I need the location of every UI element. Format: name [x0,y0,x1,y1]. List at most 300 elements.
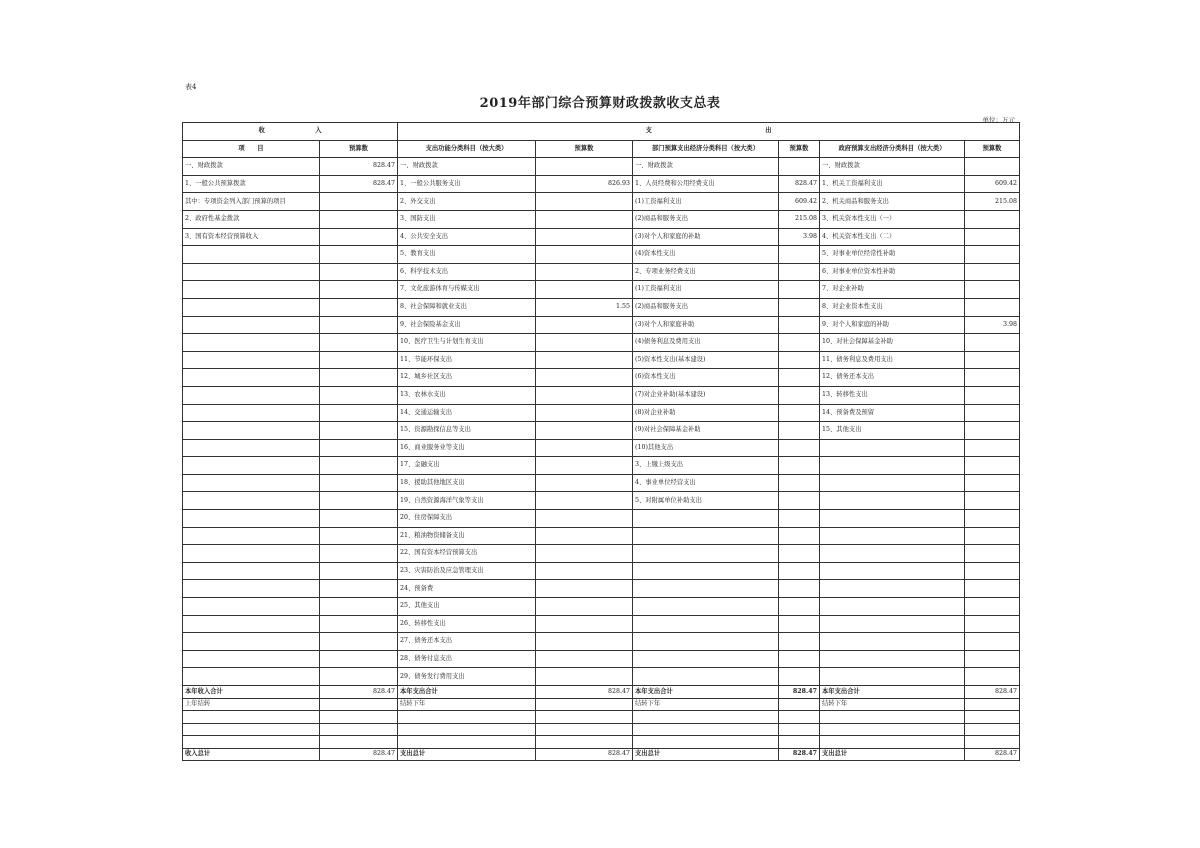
dept-item [633,510,779,528]
col-header-gov: 政府预算支出经济分类科目（按大类） [820,140,965,158]
gov-item: 11、债务利息及费用支出 [820,351,965,369]
income-item [183,246,320,264]
income-item: 一、财政拨款 [183,158,320,176]
dept-item [633,668,779,686]
income-budget: 828.47 [320,158,398,176]
income-budget [320,510,398,528]
gov-budget [965,210,1020,228]
func-item: 14、交通运输支出 [398,404,536,422]
income-budget [320,210,398,228]
table-row [183,334,1020,352]
gov-budget [965,298,1020,316]
table-row [183,562,1020,580]
func-item: 26、转移性支出 [398,615,536,633]
dept-budget: 609.42 [779,193,820,211]
income-item: 其中：专项资金列入部门预算的项目 [183,193,320,211]
dept-item: 一、财政拨款 [633,158,779,176]
income-budget [320,580,398,598]
income-item [183,334,320,352]
income-total-value: 828.47 [320,748,398,761]
income-item [183,281,320,299]
dept-budget [779,246,820,264]
gov-item [820,474,965,492]
table-row [183,351,1020,369]
dept-budget [779,422,820,440]
income-item [183,615,320,633]
income-budget [320,334,398,352]
dept-item: (1)工资福利支出 [633,193,779,211]
income-item [183,439,320,457]
dept-budget [779,545,820,563]
table-row [183,369,1020,387]
income-budget [320,598,398,616]
income-item [183,351,320,369]
dept-budget [779,369,820,387]
dept-budget [779,562,820,580]
income-budget [320,193,398,211]
table-row [183,439,1020,457]
func-item: 4、公共安全支出 [398,228,536,246]
func-budget [536,580,633,598]
func-budget [536,351,633,369]
func-budget [536,439,633,457]
dept-budget [779,334,820,352]
gov-budget [965,351,1020,369]
gov-item [820,492,965,510]
exp-total-value: 828.47 [536,748,633,761]
gov-item: 5、对事业单位经常性补助 [820,246,965,264]
gov-budget [965,404,1020,422]
dept-item [633,527,779,545]
income-total-label: 收入总计 [183,748,320,761]
dept-item [633,598,779,616]
func-item: 2、外交支出 [398,193,536,211]
func-item: 8、社会保障和就业支出 [398,298,536,316]
dept-budget [779,492,820,510]
func-budget [536,316,633,334]
gov-item: 3、机关资本性支出（一） [820,210,965,228]
func-item: 9、社会保险基金支出 [398,316,536,334]
gov-item: 15、其他支出 [820,422,965,440]
dept-item: (9)对社会保障基金补助 [633,422,779,440]
func-item: 15、资源勘探信息等支出 [398,422,536,440]
dept-item [633,615,779,633]
dept-budget [779,474,820,492]
dept-item: 4、事业单位经营支出 [633,474,779,492]
dept-item [633,580,779,598]
func-item: 25、其他支出 [398,598,536,616]
gov-budget [965,281,1020,299]
col-header-budget: 预算数 [779,140,820,158]
dept-budget [779,386,820,404]
func-budget [536,527,633,545]
func-budget [536,633,633,651]
gov-budget [965,562,1020,580]
dept-item: (10)其他支出 [633,439,779,457]
income-item [183,598,320,616]
table-row [183,545,1020,563]
gov-budget [965,598,1020,616]
table-row [183,228,1020,246]
income-budget [320,351,398,369]
gov-item: 7、对企业补助 [820,281,965,299]
year-income-label: 本年收入合计 [183,686,320,699]
income-budget [320,527,398,545]
dept-item [633,562,779,580]
table-row [183,175,1020,193]
table-row [183,474,1020,492]
table-row [183,210,1020,228]
gov-item [820,545,965,563]
table-row [183,386,1020,404]
income-budget [320,246,398,264]
func-budget: 826.93 [536,175,633,193]
func-budget [536,598,633,616]
exp-total-value: 828.47 [965,748,1020,761]
table-row [183,668,1020,686]
gov-budget: 215.08 [965,193,1020,211]
table-row [183,281,1020,299]
func-item: 6、科学技术支出 [398,263,536,281]
dept-item: (7)对企业补助(基本建设) [633,386,779,404]
func-item: 11、节能环保支出 [398,351,536,369]
dept-item: 2、专项业务经费支出 [633,263,779,281]
income-item [183,263,320,281]
func-item: 7、文化旅游体育与传媒支出 [398,281,536,299]
income-item [183,457,320,475]
dept-item: 3、上缴上级支出 [633,457,779,475]
func-item: 一、财政拨款 [398,158,536,176]
gov-budget [965,386,1020,404]
carry-out-label: 结转下年 [633,698,779,711]
income-item [183,386,320,404]
func-budget [536,457,633,475]
func-budget [536,562,633,580]
income-item [183,422,320,440]
func-item: 17、金融支出 [398,457,536,475]
func-budget [536,158,633,176]
income-budget [320,228,398,246]
func-budget [536,334,633,352]
gov-item: 6、对事业单位资本性补助 [820,263,965,281]
func-item: 5、教育支出 [398,246,536,264]
income-item [183,580,320,598]
table-row [183,298,1020,316]
dept-budget [779,598,820,616]
col-header-budget: 预算数 [965,140,1020,158]
gov-item: 2、机关商品和服务支出 [820,193,965,211]
income-item [183,474,320,492]
func-budget [536,510,633,528]
exp-total-label: 支出总计 [820,748,965,761]
gov-budget [965,668,1020,686]
dept-item: (3)对个人和家庭的补助 [633,228,779,246]
dept-item [633,650,779,668]
exp-total-value: 828.47 [779,748,820,761]
income-budget [320,422,398,440]
income-item [183,316,320,334]
gov-item [820,668,965,686]
gov-item: 8、对企业资本性支出 [820,298,965,316]
income-budget [320,668,398,686]
income-item [183,650,320,668]
income-header: 收 入 [183,123,398,141]
gov-item: 一、财政拨款 [820,158,965,176]
dept-budget [779,615,820,633]
gov-item: 10、对社会保障基金补助 [820,334,965,352]
func-item: 29、债务发行费用支出 [398,668,536,686]
page-title: 2019年部门综合预算财政拨款收支总表 [479,96,721,111]
func-budget [536,228,633,246]
dept-budget [779,158,820,176]
func-budget [536,615,633,633]
dept-item: (4)债务利息及费用支出 [633,334,779,352]
func-budget [536,545,633,563]
func-item: 19、自然资源海洋气象等支出 [398,492,536,510]
func-budget [536,246,633,264]
dept-budget [779,316,820,334]
dept-budget [779,668,820,686]
gov-item [820,598,965,616]
gov-item [820,457,965,475]
func-item: 13、农林水支出 [398,386,536,404]
dept-item: 1、人员经费和公用经费支出 [633,175,779,193]
dept-item: (5)资本性支出(基本建设) [633,351,779,369]
func-item: 12、城乡社区支出 [398,369,536,387]
col-header-func: 支出功能分类科目（按大类） [398,140,536,158]
func-item: 3、国防支出 [398,210,536,228]
year-exp-value: 828.47 [965,686,1020,699]
gov-item: 14、预备费及预留 [820,404,965,422]
func-budget [536,492,633,510]
income-item [183,404,320,422]
col-header-budget: 预算数 [320,140,398,158]
income-item [183,369,320,387]
income-budget [320,386,398,404]
table-row [183,650,1020,668]
gov-item [820,633,965,651]
dept-budget [779,510,820,528]
year-exp-label: 本年支出合计 [398,686,536,699]
gov-item [820,650,965,668]
budget-table [182,122,1020,761]
table-row [183,598,1020,616]
gov-budget [965,580,1020,598]
income-budget [320,281,398,299]
func-item: 1、一般公共服务支出 [398,175,536,193]
carry-in-label: 上年结转 [183,698,320,711]
table-row [183,633,1020,651]
func-item: 24、预备费 [398,580,536,598]
func-budget: 1.55 [536,298,633,316]
income-budget: 828.47 [320,175,398,193]
gov-budget [965,510,1020,528]
income-item [183,545,320,563]
exp-total-label: 支出总计 [633,748,779,761]
gov-budget [965,246,1020,264]
table-row [183,404,1020,422]
dept-budget [779,404,820,422]
gov-budget [965,369,1020,387]
gov-budget [965,422,1020,440]
table-row [183,193,1020,211]
income-item [183,633,320,651]
income-item [183,298,320,316]
income-budget [320,263,398,281]
gov-budget [965,334,1020,352]
dept-budget [779,580,820,598]
table-row [183,263,1020,281]
income-budget [320,404,398,422]
income-budget [320,615,398,633]
dept-budget [779,263,820,281]
func-budget [536,474,633,492]
year-exp-value: 828.47 [779,686,820,699]
col-header-dept: 部门预算支出经济分类科目（按大类） [633,140,779,158]
func-item: 22、国有资本经营预算支出 [398,545,536,563]
table-number: 表4 [185,83,197,91]
table-row [183,246,1020,264]
income-item: 3、国有资本经营预算收入 [183,228,320,246]
gov-item [820,527,965,545]
gov-budget [965,263,1020,281]
table-row [183,457,1020,475]
gov-item [820,510,965,528]
income-budget [320,457,398,475]
expense-header: 支 出 [398,123,1020,141]
dept-item: 5、对附属单位补助支出 [633,492,779,510]
gov-budget [965,545,1020,563]
gov-budget [965,527,1020,545]
table-row [183,580,1020,598]
func-budget [536,386,633,404]
gov-item: 13、转移性支出 [820,386,965,404]
year-exp-label: 本年支出合计 [820,686,965,699]
dept-item: (2)商品和服务支出 [633,210,779,228]
gov-budget [965,457,1020,475]
carry-out-label: 结转下年 [820,698,965,711]
gov-item: 9、对个人和家庭的补助 [820,316,965,334]
income-item [183,492,320,510]
dept-item: (6)资本性支出 [633,369,779,387]
dept-item: (4)资本性支出 [633,246,779,264]
dept-item [633,633,779,651]
dept-budget [779,457,820,475]
dept-budget: 828.47 [779,175,820,193]
dept-budget [779,527,820,545]
income-item [183,510,320,528]
func-item: 10、医疗卫生与计划生育支出 [398,334,536,352]
dept-budget: 215.08 [779,210,820,228]
income-budget [320,474,398,492]
dept-item: (3)对个人和家庭补助 [633,316,779,334]
func-item: 27、债务还本支出 [398,633,536,651]
dept-budget [779,351,820,369]
gov-budget: 3.98 [965,316,1020,334]
income-budget [320,369,398,387]
col-header-budget: 预算数 [536,140,633,158]
gov-budget [965,615,1020,633]
func-budget [536,263,633,281]
gov-budget [965,492,1020,510]
dept-budget [779,439,820,457]
unit-label: 单位：万元 [982,116,1015,124]
func-budget [536,210,633,228]
func-item: 18、援助其他地区支出 [398,474,536,492]
income-item [183,562,320,580]
gov-budget [965,158,1020,176]
gov-budget: 609.42 [965,175,1020,193]
func-budget [536,650,633,668]
exp-total-label: 支出总计 [398,748,536,761]
dept-item: (2)商品和服务支出 [633,298,779,316]
table-row [183,316,1020,334]
gov-item: 12、债务还本支出 [820,369,965,387]
year-income-value: 828.47 [320,686,398,699]
table-row [183,527,1020,545]
income-budget [320,633,398,651]
dept-budget [779,298,820,316]
gov-budget [965,228,1020,246]
income-item [183,668,320,686]
table-row [183,615,1020,633]
dept-budget [779,633,820,651]
func-budget [536,281,633,299]
table-row [183,510,1020,528]
gov-item: 1、机关工资福利支出 [820,175,965,193]
income-budget [320,545,398,563]
year-exp-value: 828.47 [536,686,633,699]
table-row [183,158,1020,176]
dept-budget: 3.98 [779,228,820,246]
table-row [183,492,1020,510]
income-budget [320,298,398,316]
func-item: 23、灾害防治及应急管理支出 [398,562,536,580]
func-item: 28、债务付息支出 [398,650,536,668]
gov-item [820,580,965,598]
dept-budget [779,281,820,299]
func-budget [536,369,633,387]
func-budget [536,668,633,686]
gov-budget [965,439,1020,457]
income-budget [320,492,398,510]
carry-out-label: 结转下年 [398,698,536,711]
func-item: 20、住房保障支出 [398,510,536,528]
func-budget [536,404,633,422]
year-exp-label: 本年支出合计 [633,686,779,699]
income-budget [320,316,398,334]
table-row [183,422,1020,440]
income-item [183,527,320,545]
gov-budget [965,650,1020,668]
income-item: 1、一般公共预算拨款 [183,175,320,193]
income-item: 2、政府性基金拨款 [183,210,320,228]
income-budget [320,439,398,457]
func-item: 21、粮油物资储备支出 [398,527,536,545]
gov-item [820,562,965,580]
gov-item [820,439,965,457]
gov-item: 4、机关资本性支出（二） [820,228,965,246]
gov-budget [965,633,1020,651]
func-item: 16、商业服务业等支出 [398,439,536,457]
income-budget [320,650,398,668]
gov-item [820,615,965,633]
gov-budget [965,474,1020,492]
dept-item [633,545,779,563]
dept-item: (8)对企业补助 [633,404,779,422]
dept-item: (1)工资福利支出 [633,281,779,299]
func-budget [536,193,633,211]
